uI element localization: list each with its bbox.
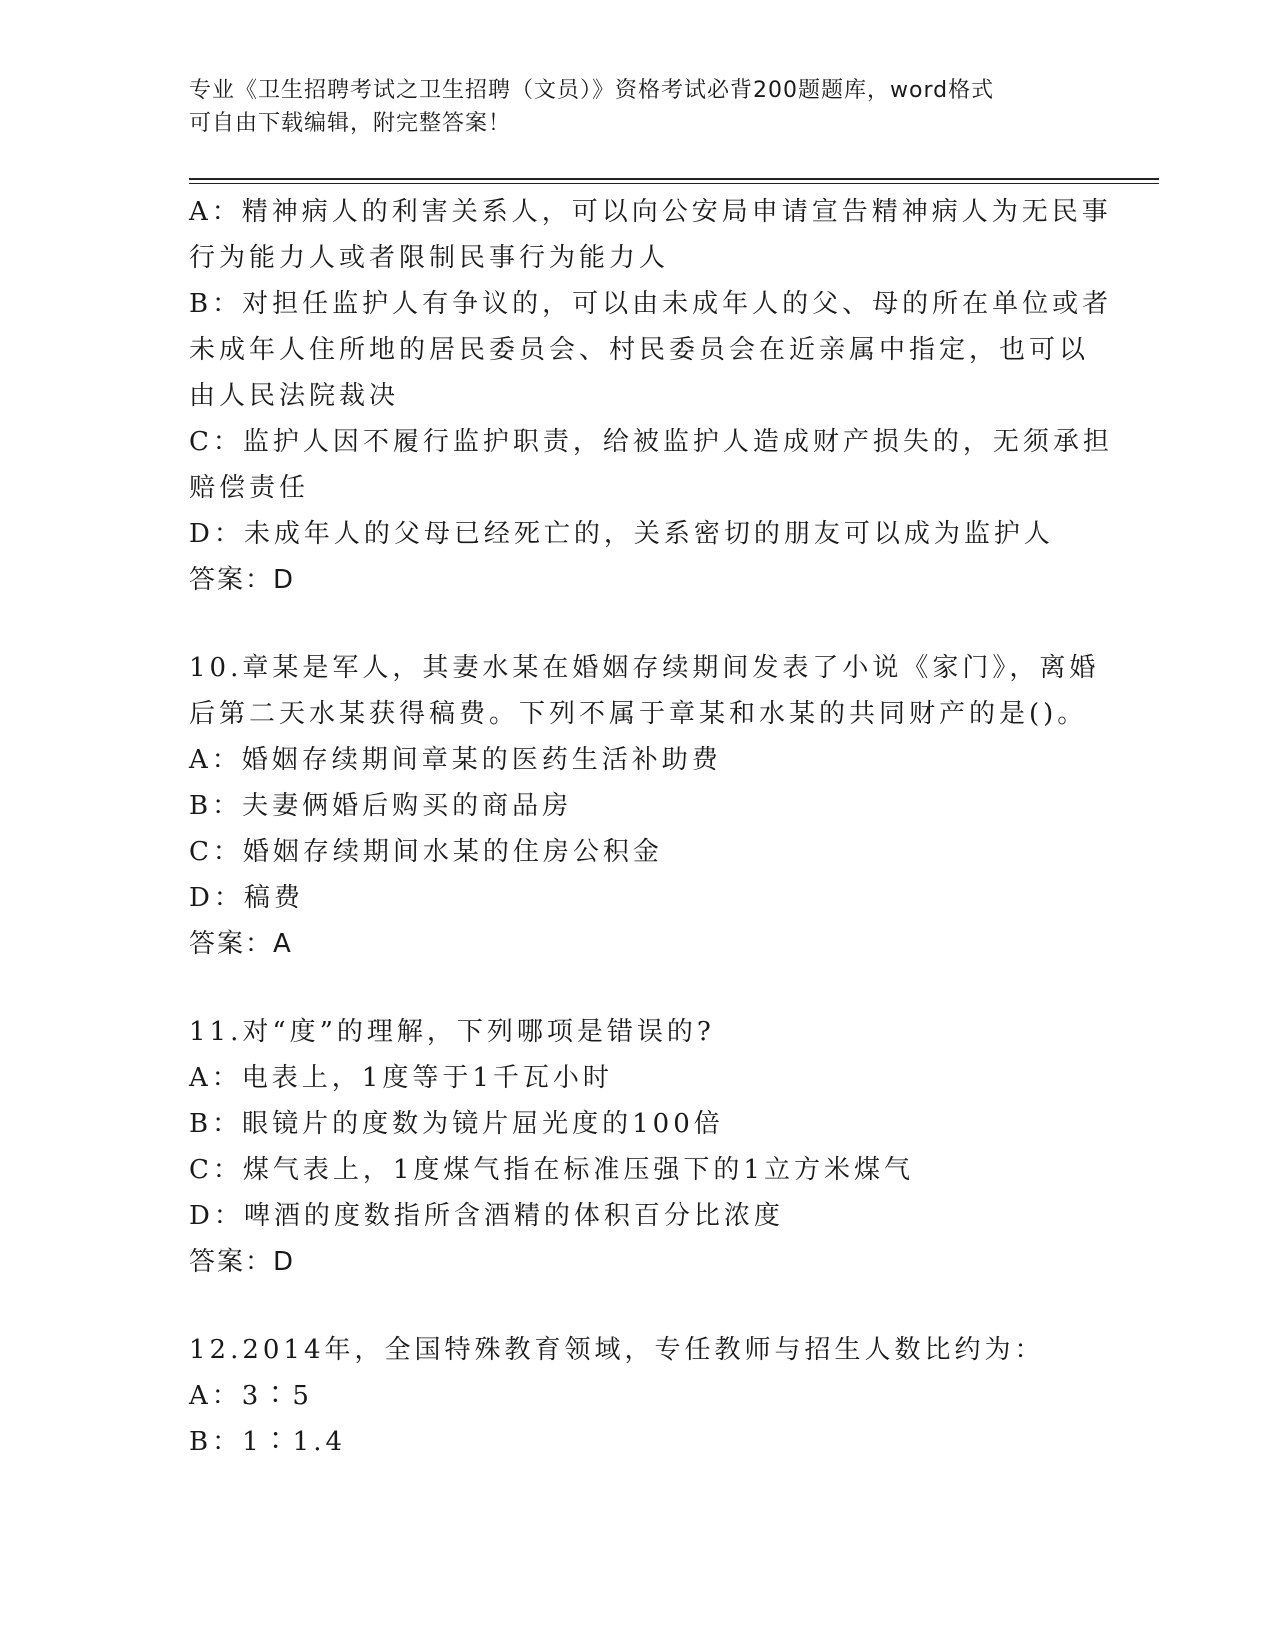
option-d: D：啤酒的度数指所含酒精的体积百分比浓度 bbox=[189, 1201, 784, 1231]
document-header bbox=[189, 74, 1069, 140]
option-line: B：对担任监护人有争议的，可以由未成年人的父、母的所在单位或者 bbox=[189, 289, 1113, 319]
option-d bbox=[189, 511, 1089, 557]
answer-label: 答案：D bbox=[189, 1247, 296, 1277]
option-line: A：精神病人的利害关系人，可以向公安局申请宣告精神病人为无民事 bbox=[189, 197, 1112, 227]
header-divider-thick bbox=[189, 178, 1159, 180]
option-b: B：夫妻俩婚后购买的商品房 bbox=[189, 791, 573, 821]
question-12 bbox=[189, 1327, 1089, 1465]
spacer bbox=[189, 603, 1089, 645]
header-line-1: 专业《卫生招聘考试之卫生招聘（文员）》资格考试必背200题题库，word格式 bbox=[189, 78, 995, 103]
question-stem: 11.对“度”的理解，下列哪项是错误的? bbox=[189, 1017, 715, 1047]
option-line: 行为能力人或者限制民事行为能力人 bbox=[189, 243, 670, 273]
option-b: B：眼镜片的度数为镜片屈光度的100倍 bbox=[189, 1109, 724, 1139]
question-content bbox=[189, 189, 1113, 1465]
option-a bbox=[189, 189, 1112, 281]
option-b bbox=[189, 281, 1113, 419]
option-line: C：监护人因不履行监护职责，给被监护人造成财产损失的，无须承担 bbox=[189, 427, 1113, 457]
spacer bbox=[189, 967, 1089, 1009]
spacer bbox=[189, 1285, 1089, 1327]
option-line: 赔偿责任 bbox=[189, 473, 310, 503]
option-c: C：婚姻存续期间水某的住房公积金 bbox=[189, 837, 663, 867]
header-divider-thin bbox=[189, 183, 1159, 184]
option-a: A：婚姻存续期间章某的医药生活补助费 bbox=[189, 745, 722, 775]
option-line: D：未成年人的父母已经死亡的，关系密切的朋友可以成为监护人 bbox=[189, 519, 1054, 549]
question-stem: 后第二天水某获得稿费。下列不属于章某和水某的共同财产的是()。 bbox=[189, 699, 1088, 729]
option-c bbox=[189, 419, 1113, 511]
answer-label: 答案：D bbox=[189, 565, 296, 595]
option-line: 由人民法院裁决 bbox=[189, 381, 400, 411]
prev-question-block bbox=[189, 189, 1113, 603]
option-a: A：电表上，1度等于1千瓦小时 bbox=[189, 1063, 613, 1093]
question-10 bbox=[189, 645, 1100, 967]
option-d: D：稿费 bbox=[189, 883, 304, 913]
question-11 bbox=[189, 1009, 1089, 1285]
header-line-2: 可自由下载编辑，附完整答案！ bbox=[189, 111, 512, 136]
question-stem: 12.2014年，全国特殊教育领域，专任教师与招生人数比约为： bbox=[189, 1335, 1045, 1365]
option-b: B：1∶1.4 bbox=[189, 1427, 346, 1457]
option-c: C：煤气表上，1度煤气指在标准压强下的1立方米煤气 bbox=[189, 1155, 914, 1185]
question-stem: 10.章某是军人，其妻水某在婚姻存续期间发表了小说《家门》，离婚 bbox=[189, 653, 1100, 683]
option-a: A：3∶5 bbox=[189, 1381, 313, 1411]
answer-label: 答案：A bbox=[189, 929, 293, 959]
option-line: 未成年人住所地的居民委员会、村民委员会在近亲属中指定，也可以 bbox=[189, 335, 1090, 365]
